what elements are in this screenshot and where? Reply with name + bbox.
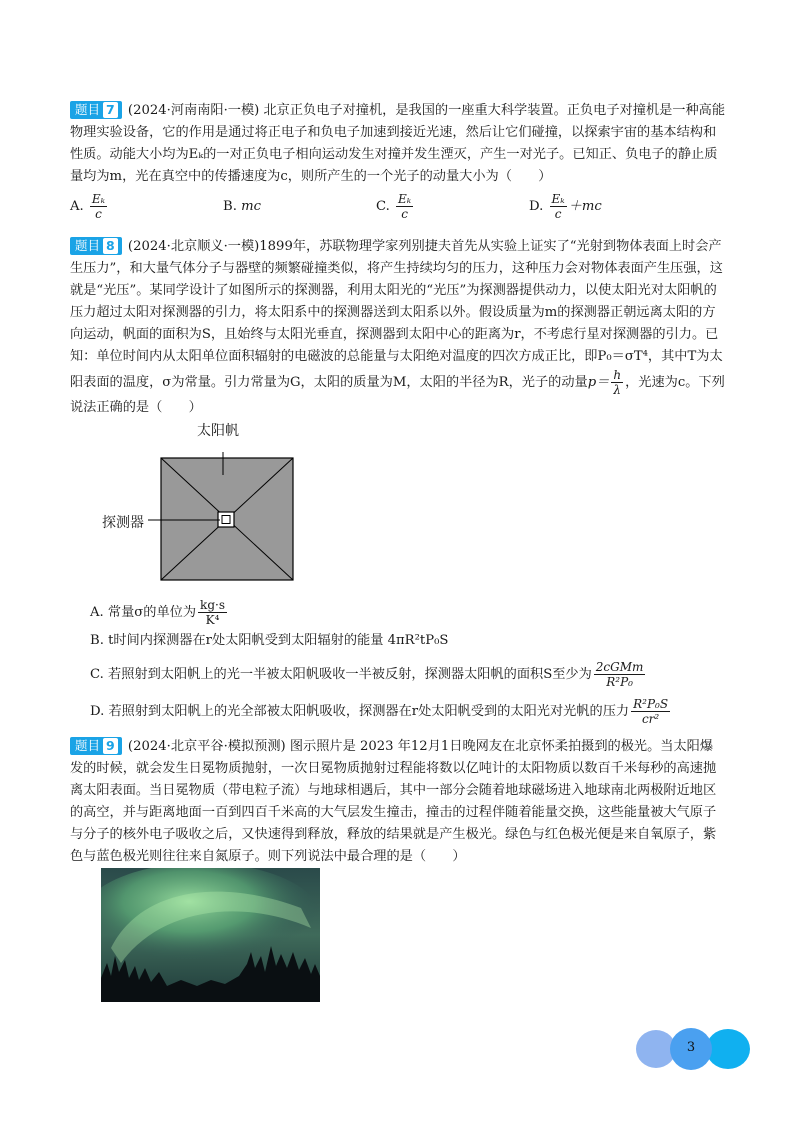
page-number-badge	[636, 1028, 752, 1070]
solar-sail-diagram	[96, 420, 306, 590]
option-b: B. mc	[223, 198, 261, 214]
question-tag: 题目 8	[70, 237, 122, 255]
question-tag: 题目 9	[70, 737, 122, 755]
option-a: A. 常量σ的单位为 $\frac{kg\cdot s}{\text{K⁴}}$	[90, 598, 225, 627]
probe-label: 探测器	[102, 515, 144, 531]
sail-label: 太阳帆	[197, 423, 239, 439]
question-7	[70, 100, 726, 221]
option-b: B. t时间内探测器在r处太阳帆受到太阳辐射的能量 4πR²tP₀S	[90, 633, 449, 648]
option-d: D. 若照射到太阳帆上的光全部被太阳帆吸收，探测器在r处太阳帆受到的太阳光对光帆的压力 $\frac{\text{R²P₀S}}{\text{cr²}}$	[90, 697, 669, 726]
question-8-stem: 题目 8 (2024·北京顺义·一模)1899年，苏联物理学家列别捷夫首先从实验上证实了“光射到物体表面上时会产生压力”，和大量气体分子与器壁的频繁碰撞类似，将产生持续均匀的压力，这种压力会对物体表面产生压强，这就是“光压”。某同学设计了如图所示的探测器，利用太阳光的“光压”为探测器提供动力，以使太阳光对太阳帆的压力超过太阳对探测器的引力，将太阳系中的探测器送到太阳系以外。假设质量为m的探测器正朝远离太阳的方向运动，帆面的面积为S，且始终与太阳光垂直，探测器到太阳中心的距离为r，不考虑行星对探测器的引力。已知：单位时间内从太阳单位面积辐射的电磁波的总能量与太阳绝对温度的四次方成正比，即P₀＝σT⁴，其中T为太阳表面的温度，σ为常量。引力常量为G，太阳的质量为M，太阳的半径为R，光子的动量p＝ $\frac{h}{\lambda}$ ，光速为c。下列说法正确的是（ ）	[70, 238, 725, 415]
solar-sail-figure	[96, 420, 306, 590]
option-d: D. $\frac{\text{Eₖ}}{c}$ ＋mc	[529, 192, 602, 221]
question-8-options	[90, 595, 730, 726]
question-tag: 题目 7	[70, 101, 122, 119]
question-7-stem	[70, 100, 726, 188]
question-9-text: (2024·北京平谷·模拟预测) 图示照片是 2023 年12月1日晚网友在北京怀柔拍摄到的极光。当太阳爆发的时候，就会发生日冕物质抛射，一次日冕物质抛射过程能将数以亿吨计的太阳物质以数百千米每秒的高速抛离太阳表面。当日冕物质（带电粒子流）与地球相遇后，其中一部分会随着地球磁场进入地球南北两极附近地区的高空，并与距离地面一百到四百千米高的大气层发生撞击，撞击的过程伴随着能量交换，这些能量被大气原子与分子的核外电子吸收之后，又快速得到释放，释放的结果就是产生极光。绿色与红色极光便是来自氧原子，紫色与蓝色极光则往往来自氮原子。则下列说法中最合理的是（ ）	[70, 739, 717, 864]
question-9	[70, 736, 726, 868]
option-c: C. 若照射到太阳帆上的光一半被太阳帆吸收一半被反射，探测器太阳帆的面积S至少为 $\frac{\text{2cGMm}}{\text{R²P₀}}$	[90, 660, 644, 689]
option-a: A. $\frac{\text{Eₖ}}{c}$	[70, 192, 106, 221]
question-9-stem	[70, 736, 726, 868]
aurora-photo	[101, 868, 320, 1002]
question-7-text: (2024·河南南阳·一模) 北京正负电子对撞机，是我国的一座重大科学装置。正负电子对撞机是一种高能物理实验设备，它的作用是通过将正电子和负电子加速到接近光速，然后让它们碰撞，以探索宇宙的基本结构和性质。动能大小均为Eₖ的一对正负电子相向运动发生对撞并发生湮灭，产生一对光子。已知正、负电子的静止质量均为m，光在真空中的传播速度为c，则所产生的一个光子的动量大小为（ ）	[70, 103, 726, 184]
question-7-options	[70, 192, 726, 221]
option-c: C. $\frac{\text{Eₖ}}{c}$	[376, 192, 412, 221]
page-number: 3	[686, 1040, 696, 1055]
question-8	[70, 236, 726, 419]
